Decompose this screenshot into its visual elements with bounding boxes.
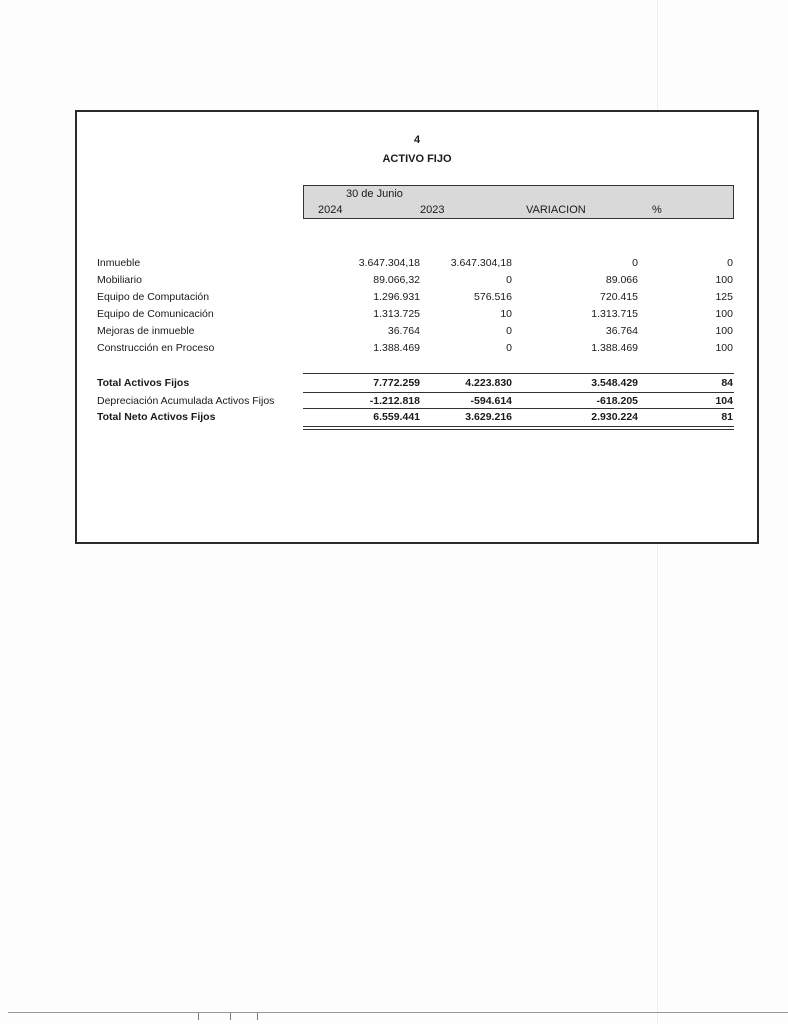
- value-2023: 0: [506, 274, 512, 286]
- value-variacion: 89.066: [605, 274, 638, 286]
- value-variacion: 720.415: [600, 291, 638, 303]
- value-2024: 1.388.469: [373, 342, 420, 354]
- total-rule: [303, 408, 734, 409]
- row-label: Depreciación Acumulada Activos Fijos: [97, 395, 275, 407]
- value-pct: 104: [715, 395, 733, 407]
- value-pct: 125: [715, 291, 733, 303]
- table-header: [303, 185, 734, 219]
- value-variacion: 0: [632, 257, 638, 269]
- row-label: Construcción en Proceso: [97, 342, 215, 354]
- value-pct: 100: [715, 342, 733, 354]
- value-pct: 84: [721, 377, 733, 389]
- value-variacion: 2.930.224: [591, 411, 638, 423]
- value-pct: 100: [715, 274, 733, 286]
- value-2024: 1.313.725: [373, 308, 420, 320]
- value-2024: 7.772.259: [373, 377, 420, 389]
- header-variacion: VARIACION: [526, 204, 586, 216]
- value-pct: 81: [721, 411, 733, 423]
- value-2024: 3.647.304,18: [358, 257, 420, 269]
- table-row: [97, 291, 737, 308]
- value-2023: 10: [500, 308, 512, 320]
- total-rule: [303, 373, 734, 374]
- footer-tick: [198, 1013, 199, 1020]
- value-2023: 3.647.304,18: [450, 257, 512, 269]
- row-label: Inmueble: [97, 257, 141, 269]
- table-row: [97, 342, 737, 359]
- value-variacion: 1.313.715: [591, 308, 638, 320]
- value-2024: 36.764: [387, 325, 420, 337]
- table-row: [97, 325, 737, 342]
- value-2023: 0: [506, 342, 512, 354]
- value-2023: 576.516: [474, 291, 512, 303]
- value-variacion: 1.388.469: [591, 342, 638, 354]
- total-rule: [303, 392, 734, 393]
- value-2024: -1.212.818: [369, 395, 420, 407]
- row-label: Total Neto Activos Fijos: [97, 411, 216, 423]
- row-label: Total Activos Fijos: [97, 377, 190, 389]
- table-row: [97, 308, 737, 325]
- header-pct: %: [652, 204, 662, 216]
- value-2024: 6.559.441: [373, 411, 420, 423]
- footer-tick: [230, 1013, 231, 1020]
- footer-tick: [257, 1013, 258, 1020]
- note-title: ACTIVO FIJO: [382, 153, 452, 165]
- value-pct: 0: [727, 257, 733, 269]
- header-2023: 2023: [420, 204, 445, 216]
- value-2023: 3.629.216: [465, 411, 512, 423]
- note-number: 4: [413, 134, 421, 146]
- row-label: Equipo de Computación: [97, 291, 210, 303]
- double-rule: [303, 426, 734, 430]
- header-date: 30 de Junio: [346, 188, 403, 200]
- value-variacion: -618.205: [596, 395, 638, 407]
- value-2024: 1.296.931: [373, 291, 420, 303]
- table-row: [97, 257, 737, 274]
- value-variacion: 36.764: [605, 325, 638, 337]
- depreciation-row: [97, 395, 737, 412]
- value-variacion: 3.548.429: [591, 377, 638, 389]
- row-label: Mejoras de inmueble: [97, 325, 195, 337]
- value-2023: 0: [506, 325, 512, 337]
- value-pct: 100: [715, 325, 733, 337]
- table-row: [97, 274, 737, 291]
- value-2023: 4.223.830: [465, 377, 512, 389]
- header-2024: 2024: [318, 204, 343, 216]
- row-label: Mobiliario: [97, 274, 142, 286]
- footer-rule: [8, 1012, 788, 1013]
- note-frame: [75, 110, 759, 544]
- value-2023: -594.614: [470, 395, 512, 407]
- value-2024: 89.066,32: [373, 274, 420, 286]
- value-pct: 100: [715, 308, 733, 320]
- row-label: Equipo de Comunicación: [97, 308, 214, 320]
